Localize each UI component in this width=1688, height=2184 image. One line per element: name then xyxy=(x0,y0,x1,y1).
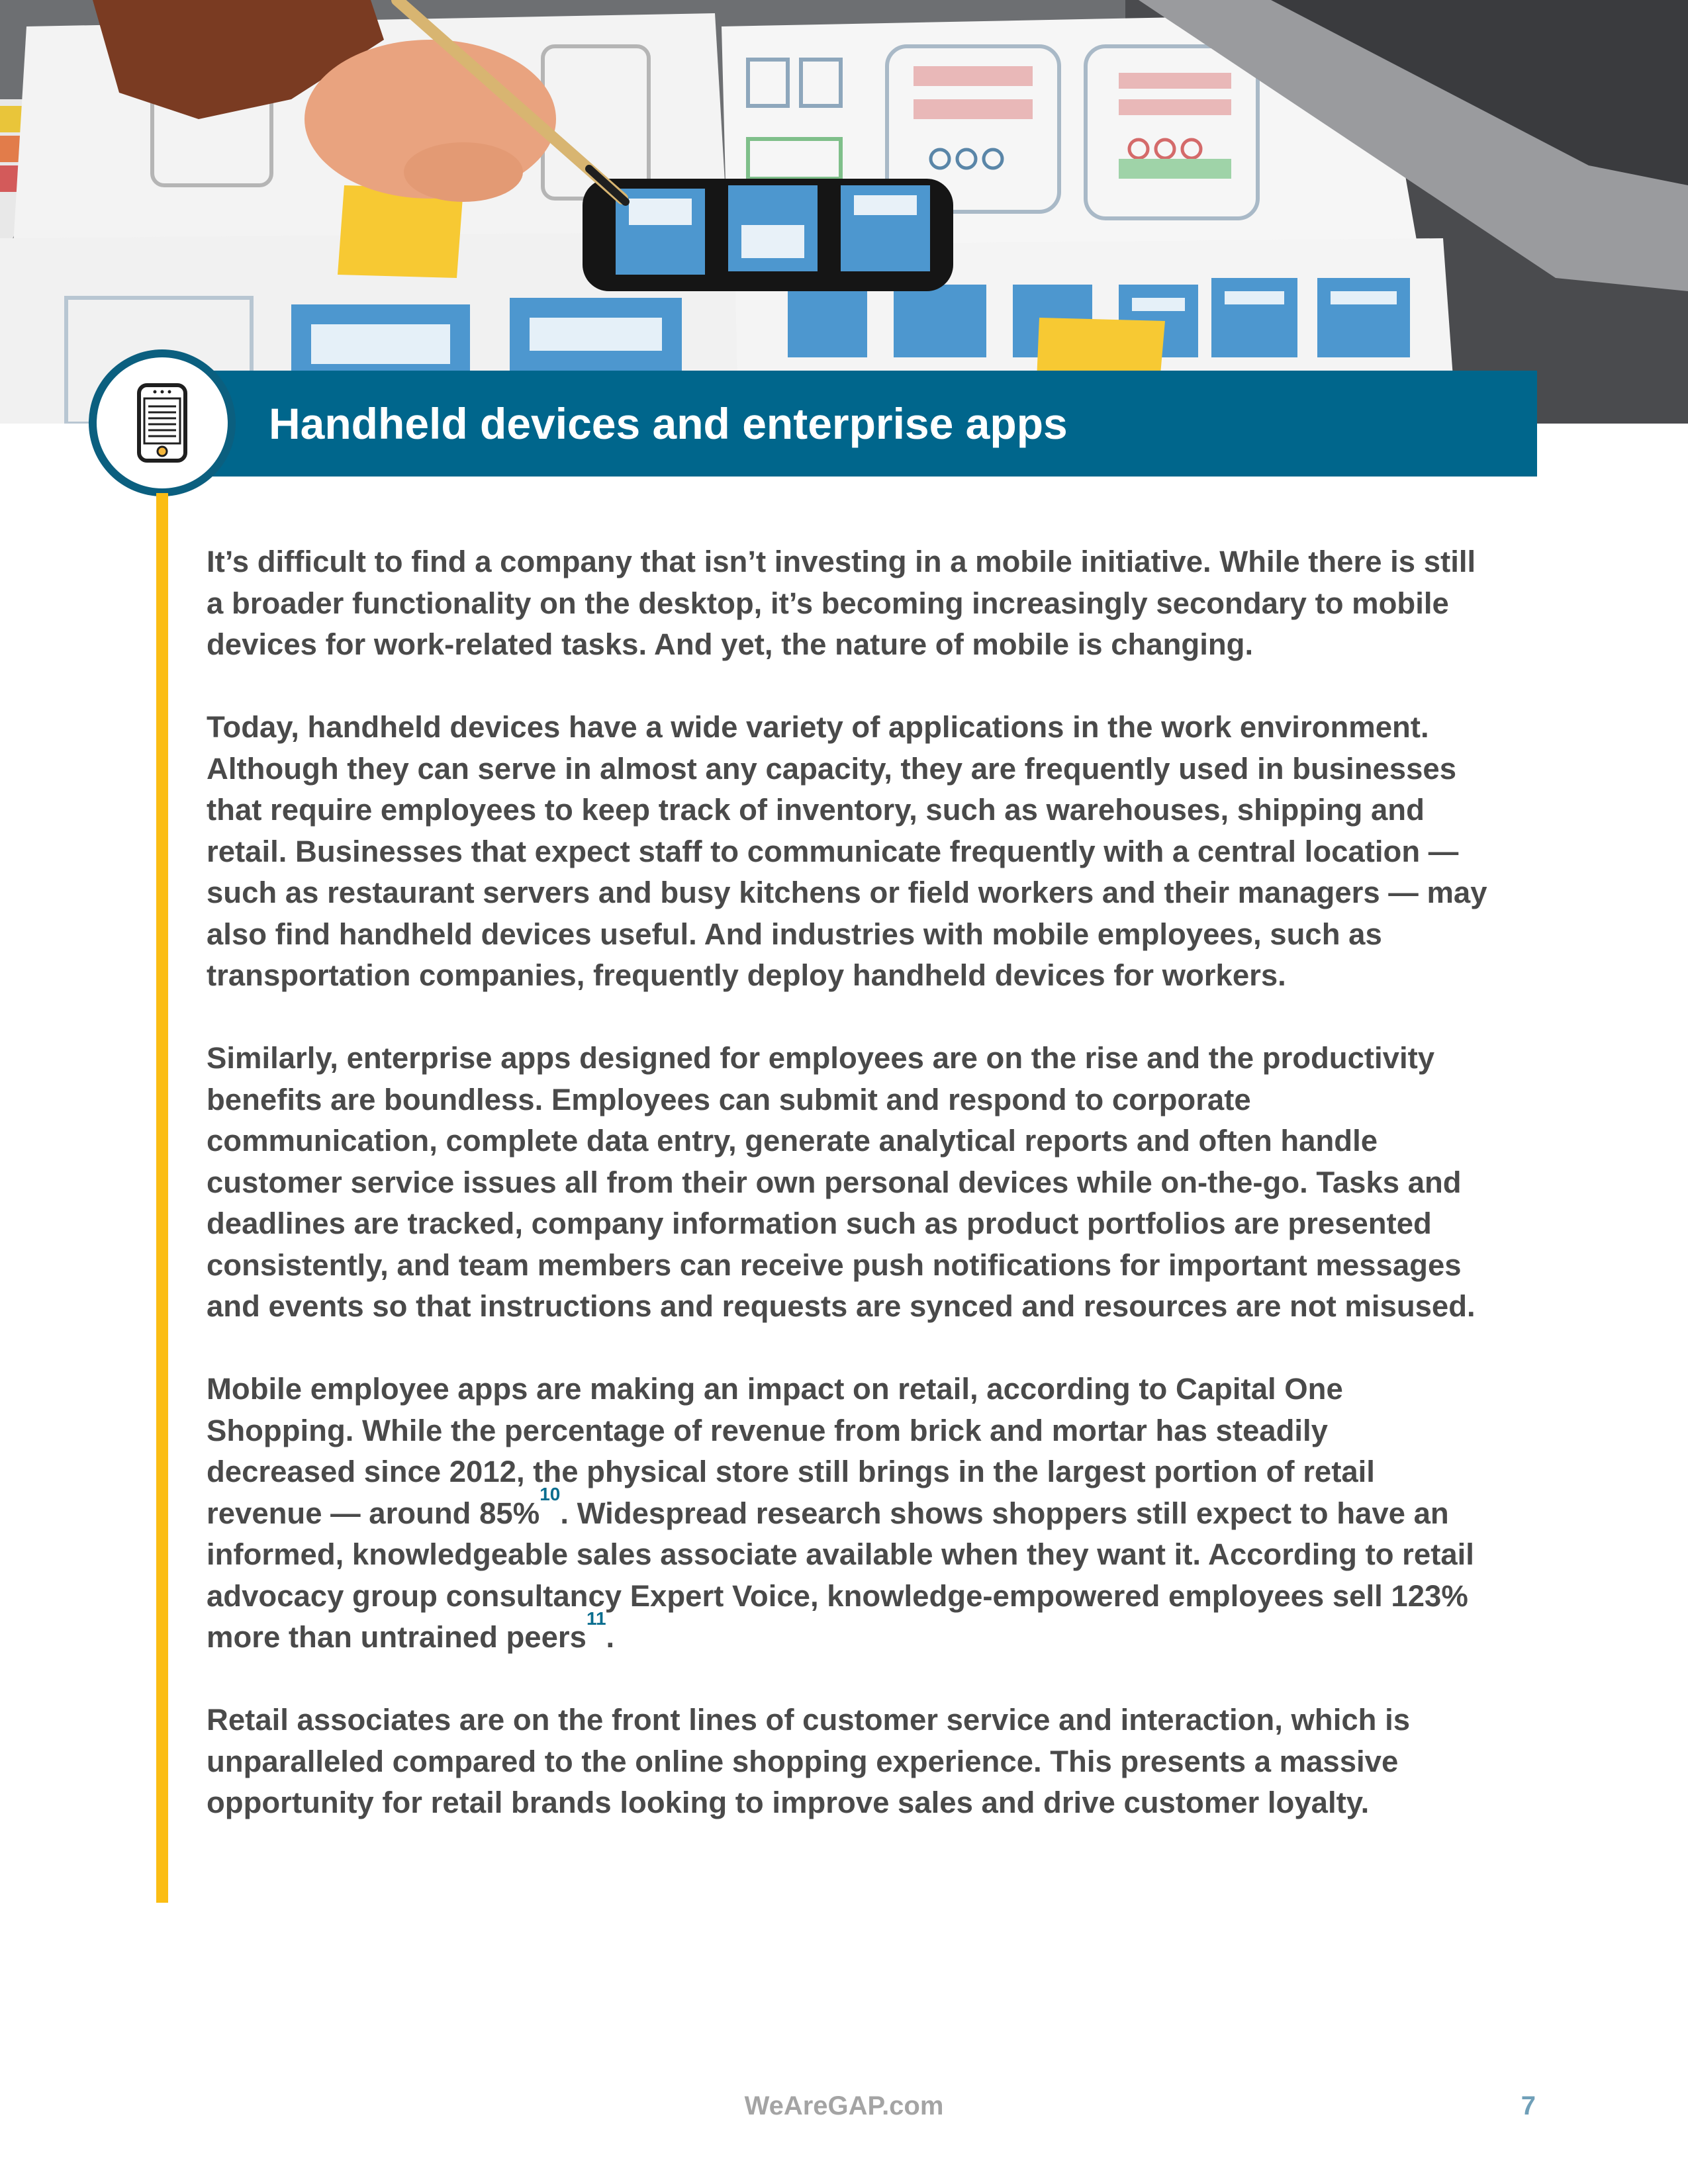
footnote-ref-11: 11 xyxy=(586,1608,606,1629)
text-segment: revenue — around 85% xyxy=(207,1496,540,1530)
text-line: Mobile employee apps are making an impact on retail, according to Capital One xyxy=(207,1372,1343,1406)
device-badge xyxy=(89,349,236,496)
device-badge-inner xyxy=(97,357,228,488)
accent-rule xyxy=(156,493,168,1903)
handheld-device-icon xyxy=(97,357,228,488)
text-line: It’s difficult to find a company that isn’t investing in a mobile initiative. While there is still xyxy=(207,545,1476,578)
text-line: advocacy group consultancy Expert Voice, knowledge-empowered employees sell 123% xyxy=(207,1578,1468,1613)
text-segment: . xyxy=(606,1620,615,1654)
text-line: opportunity for retail brands looking to improve sales and drive customer loyalty. xyxy=(207,1786,1370,1819)
paragraph-1 xyxy=(207,541,1530,666)
footnote-ref-10: 10 xyxy=(539,1484,561,1505)
text-line: and events so that instructions and requests are synced and resources are not misused. xyxy=(207,1289,1476,1323)
text-line: Shopping. While the percentage of revenue from brick and mortar has steadily xyxy=(207,1413,1328,1447)
text-line: that require employees to keep track of inventory, such as warehouses, shipping and xyxy=(207,793,1425,827)
text-line: transportation companies, frequently deploy handheld devices for workers. xyxy=(207,958,1286,992)
text-line: also find handheld devices useful. And industries with mobile employees, such as xyxy=(207,917,1382,951)
text-line: deadlines are tracked, company information such as product portfolios are presented xyxy=(207,1206,1432,1240)
body-copy xyxy=(207,541,1530,1865)
text-line: benefits are boundless. Employees can submit and respond to corporate xyxy=(207,1082,1251,1116)
text-line: decreased since 2012, the physical store still brings in the largest portion of retail xyxy=(207,1455,1375,1488)
hero-photo xyxy=(0,0,1688,424)
title-banner xyxy=(199,371,1537,477)
text-line: unparalleled compared to the online shopping experience. This presents a massive xyxy=(207,1744,1399,1778)
text-line: Today, handheld devices have a wide variety of applications in the work environment. xyxy=(207,710,1429,744)
text-line: consistently, and team members can receive push notifications for important messages xyxy=(207,1248,1462,1282)
paragraph-4 xyxy=(207,1369,1530,1659)
text-line: devices for work-related tasks. And yet, the nature of mobile is changing. xyxy=(207,627,1254,661)
page-title: Handheld devices and enterprise apps xyxy=(269,399,1068,448)
text-line: Although they can serve in almost any capacity, they are frequently used in businesses xyxy=(207,751,1457,786)
text-line: such as restaurant servers and busy kitchens or field workers and their managers — may xyxy=(207,876,1487,909)
text-line: communication, complete data entry, generate analytical reports and often handle xyxy=(207,1124,1378,1158)
text-line: customer service issues all from their own personal devices while on-the-go. Tasks and xyxy=(207,1165,1462,1199)
text-segment: more than untrained peers xyxy=(207,1620,586,1654)
page-number: 7 xyxy=(1521,2091,1536,2120)
text-line xyxy=(207,1608,1530,1659)
paragraph-5 xyxy=(207,1700,1530,1824)
hero-photo-illustration xyxy=(0,0,1688,424)
text-line xyxy=(207,1484,1530,1535)
paragraph-3 xyxy=(207,1038,1530,1328)
text-line: informed, knowledgeable sales associate available when they want it. According to retail xyxy=(207,1537,1474,1571)
text-line: Similarly, enterprise apps designed for employees are on the rise and the productivity xyxy=(207,1041,1435,1075)
text-segment: . Widespread research shows shoppers still expect to have an xyxy=(560,1496,1449,1530)
text-line: Retail associates are on the front lines of customer service and interaction, which is xyxy=(207,1703,1411,1737)
text-line: retail. Businesses that expect staff to communicate frequently with a central location — xyxy=(207,834,1459,868)
footer-site-link[interactable]: WeAreGAP.com xyxy=(744,2091,944,2120)
paragraph-2 xyxy=(207,707,1530,997)
text-line: a broader functionality on the desktop, it’s becoming increasingly secondary to mobile xyxy=(207,586,1449,620)
